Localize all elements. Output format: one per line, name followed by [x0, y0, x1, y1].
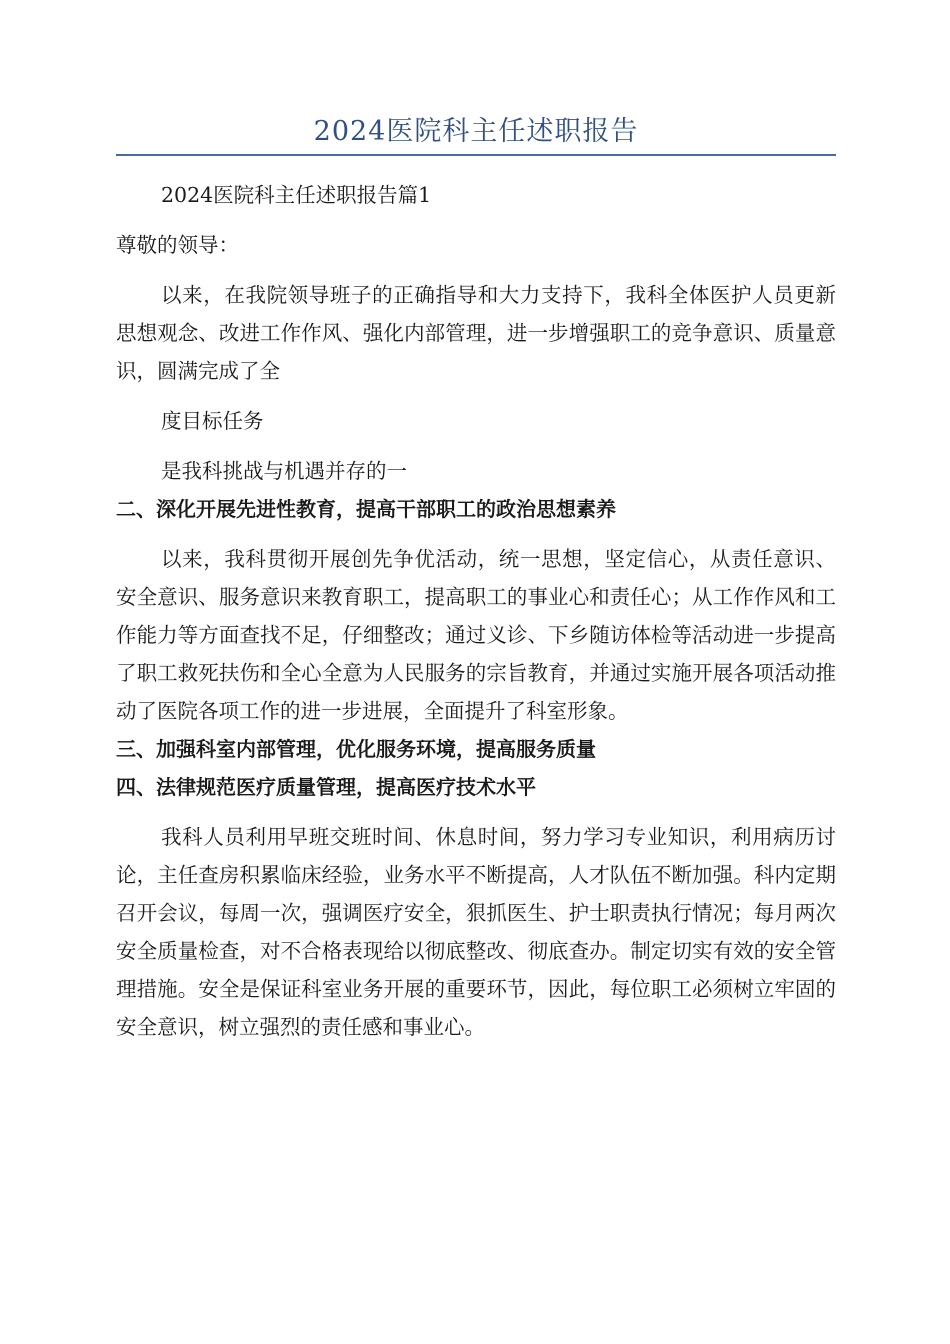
paragraph-education: 以来，我科贯彻开展创先争优活动，统一思想，坚定信心，从责任意识、安全意识、服务意识来教育职工，提高职工的事业心和责任心；从工作作风和工作能力等方面查找不足，仔细整改；通过义诊、下乡随访体检等活动进一步提高了职工救死扶伤和全心全意为人民服务的宗旨教育，并通过实施开展各项活动推动了医院各项工作的进一步进展，全面提升了科室形象。	[116, 547, 836, 723]
document-body	[116, 176, 836, 1046]
salutation: 尊敬的领导：	[116, 233, 239, 257]
section-heading-3: 三、加强科室内部管理，优化服务环境，提高服务质量	[116, 737, 596, 761]
paragraph-intro: 以来，在我院领导班子的正确指导和大力支持下，我科全体医护人员更新思想观念、改进工作作风、强化内部管理，进一步增强职工的竞争意识、质量意识，圆满完成了全	[116, 283, 836, 383]
paragraph-challenge: 是我科挑战与机遇并存的一	[161, 459, 407, 483]
section-heading-2: 二、深化开展先进性教育，提高干部职工的政治思想素养	[116, 497, 616, 521]
title-underline	[116, 154, 836, 156]
section-heading-4: 四、法律规范医疗质量管理，提高医疗技术水平	[116, 775, 536, 799]
paragraph-quality: 我科人员利用早班交班时间、休息时间，努力学习专业知识，利用病历讨论，主任查房积累临床经验，业务水平不断提高，人才队伍不断加强。科内定期召开会议，每周一次，强调医疗安全，狠抓医生、护士职责执行情况；每月两次安全质量检查，对不合格表现给以彻底整改、彻底查办。制定切实有效的安全管理措施。安全是保证科室业务开展的重要环节，因此，每位职工必须树立牢固的安全意识，树立强烈的责任感和事业心。	[116, 825, 836, 1039]
document-title: 2024医院科主任述职报告	[313, 116, 639, 147]
document-subtitle: 2024医院科主任述职报告篇1	[161, 183, 432, 207]
paragraph-annual-goal: 度目标任务	[161, 409, 264, 433]
